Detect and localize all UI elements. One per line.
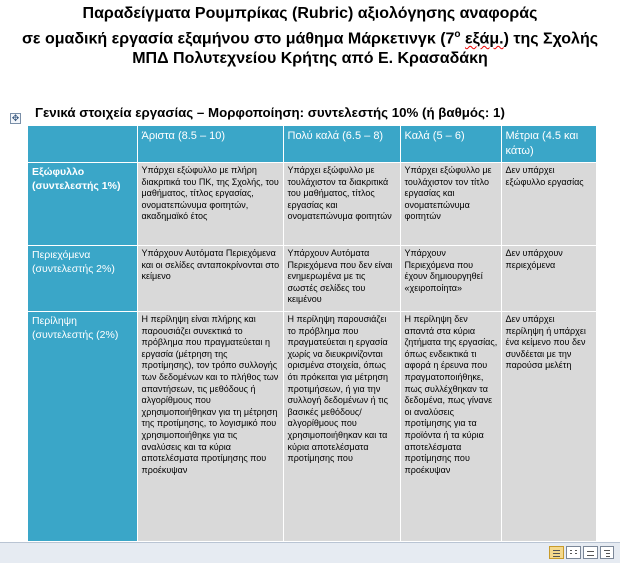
table-cell: Δεν υπάρχει περίληψη ή υπάρχει ένα κείμενο που δεν συνδέεται με την παρούσα μελέτη: [501, 312, 596, 542]
table-cell: Η περίληψη δεν απαντά στα κύρια ζητήματα της εργασίας, όπως ενδεικτικά τι αφορά η έρευνα που πραγματοποιήθηκε, πως συλλέχθηκαν τα δεδομένα, πως γίνανε οι αναλύσεις προτίμησης για τα προϊόντα ή τα κύρια αποτελέσματα προτίμησης που προέκυψαν: [400, 312, 501, 542]
title-line-2-start: σε ομαδική εργασία εξαμήνου στο μάθημα Μάρκετινγκ (7: [21, 29, 455, 47]
document-title: [0, 4, 620, 70]
table-cell: Δεν υπάρχουν περιεχόμενα: [501, 246, 596, 312]
table-cell: Η περίληψη παρουσιάζει το πρόβλημα που πραγματεύεται η εργασία χωρίς να διευκρινίζονται ορισμένα στοιχεία, όπως ότι πρόκειται για μέτρηση προτιμήσεων, ή για την συλλογή δεδομένων ή τις βασικές μεθόδους/αλγορίθμους που χρησιμοποιήθηκαν και τα κύρια αποτελέσματα προτίμησης που: [283, 312, 400, 542]
table-move-handle-icon[interactable]: ✥: [11, 113, 20, 123]
table-row-contents: [28, 246, 596, 312]
title-line-3: [0, 49, 620, 70]
table-cell: Υπάρχει εξώφυλλο με τουλάχιστον τον τίτλο εργασίας και ονοματεπώνυμα φοιτητών: [400, 163, 501, 246]
row-header-summary: [28, 312, 137, 542]
header-cell-very-good: Πολύ καλά (6.5 – 8): [283, 126, 400, 163]
row-weight: (συντελεστής 2%): [32, 263, 115, 275]
title-superscript: ο: [454, 28, 461, 40]
header-cell-excellent: Άριστα (8.5 – 10): [137, 126, 283, 163]
outline-view-icon[interactable]: [600, 546, 614, 559]
web-layout-view-icon[interactable]: [583, 546, 598, 559]
row-name: Περίληψη: [32, 315, 77, 327]
table-cell: Η περίληψη είναι πλήρης και παρουσιάζει συνεκτικά το πρόβλημα που πραγματεύεται η εργασία (μέτρηση της προτίμησης), τον τρόπο συλλογής των δεδομένων και το πλήθος των απαντήσεων, τις μεθόδους ή αλγορίθμους που χρησιμοποιήθηκαν για τη μέτρηση της προτίμησης, το λογισμικό που χρησιμοποιήθηκε για τις αναλύσεις και τα κύρια αποτελέσματα προτίμησης που προέκυψαν: [137, 312, 283, 542]
row-weight: (συντελεστής 1%): [32, 180, 121, 192]
table-cell: Υπάρχουν Αυτόματα Περιεχόμενα και οι σελίδες ανταποκρίνονται στο κείμενο: [137, 246, 283, 312]
table-cell: Υπάρχουν Αυτόματα Περιεχόμενα που δεν είναι ενημερωμένα με τις σωστές σελίδες του κειμένου: [283, 246, 400, 312]
title-misspelled-word: εξάμ.: [464, 29, 504, 47]
rubric-table: [28, 126, 597, 542]
table-row-summary: [28, 312, 596, 542]
section-heading: Γενικά στοιχεία εργασίας – Μορφοποίηση: συντελεστής 10% (ή βαθμός: 1): [35, 105, 505, 120]
table-header-row: [28, 126, 596, 163]
row-name: Περιεχόμενα: [32, 249, 91, 261]
header-cell-empty: [28, 126, 137, 163]
print-layout-view-icon[interactable]: [549, 546, 564, 559]
table-cell: Δεν υπάρχει εξώφυλλο εργασίας: [501, 163, 596, 246]
row-name: Εξώφυλλο: [32, 166, 85, 178]
table-cell: Υπάρχει εξώφυλλο με πλήρη διακριτικά του ΠΚ, της Σχολής, του μαθήματος, τίτλος εργασίας, ονοματεπώνυμα φοιτητών, ακαδημαϊκό έτος: [137, 163, 283, 246]
table-row-cover: [28, 163, 596, 246]
row-weight: (συντελεστής (2%): [32, 329, 119, 341]
header-cell-good: Καλά (5 – 6): [400, 126, 501, 163]
title-line-3-text: ΜΠΔ Πολυτεχνείου Κρήτης από Ε. Κρασαδάκη: [132, 50, 488, 68]
status-bar: [0, 542, 620, 563]
table-cell: Υπάρχει εξώφυλλο με τουλάχιστον τα διακριτικά του μαθήματος, τίτλος εργασίας και ονοματεπώνυμα φοιτητών: [283, 163, 400, 246]
title-line-2-end: ) της Σχολής: [503, 29, 599, 47]
title-line-2: [0, 25, 620, 50]
header-cell-average: Μέτρια (4.5 και κάτω): [501, 126, 596, 163]
full-screen-reading-view-icon[interactable]: [566, 546, 581, 559]
row-header-cover: [28, 163, 137, 246]
table-cell: Υπάρχουν Περιεχόμενα που έχουν δημιουργηθεί «χειροποίητα»: [400, 246, 501, 312]
title-line-1: Παραδείγματα Ρουμπρίκας (Rubric) αξιολόγησης αναφοράς: [82, 5, 538, 22]
row-header-contents: [28, 246, 137, 312]
